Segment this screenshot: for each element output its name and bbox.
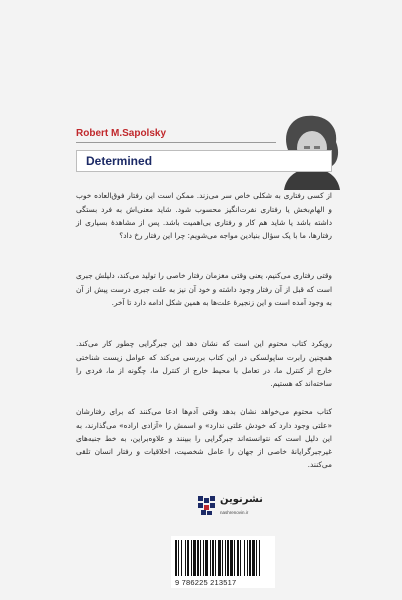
publisher-name: نشرنوین: [220, 494, 263, 505]
blurb-paragraph: رویکرد کتاب محتوم این است که نشان دهد این جبرگرایی چطور کار می‌کند. همچنین رابرت ساپولسکی در این کتاب بررسی می‌کند که عوامل زیست شناختی خارج از کنترل ما، در تعامل با محیط خارج از کنترل ما، چگونه از ما، فردی را ساخته‌اند که هستیم.: [76, 339, 332, 388]
isbn-number: 9 786225 213517: [175, 578, 237, 587]
book-title-box: [76, 150, 332, 172]
publisher-logo: [198, 488, 270, 524]
divider: [76, 142, 276, 143]
blurb-paragraph: از کسی رفتاری به شکلی خاص سر می‌زند. ممکن است این رفتار فوق‌العاده خوب و الهام‌بخش یا رفتاری نفرت‌انگیز محسوب شود. شاید معنی‌اش به فرد بستگی داشته باشد یا شاید هم کار و رفتاری بی‌اهمیت باشد. پس از مشاهدهٔ بسیاری از رفتارها، ما با یک سؤال بنیادین مواجه می‌شویم: چرا این رفتار رخ داد؟: [76, 191, 332, 240]
book-title: Determined: [86, 154, 153, 168]
author-name: Robert M.Sapolsky: [76, 128, 167, 139]
blurb-paragraph: وقتی رفتاری می‌کنیم، یعنی وقتی مغزمان رفتار خاصی را تولید می‌کند، دلیلش جبری است که قبل از آن رفتار وجود داشته و خود آن نیز به علت جبری درست پیش از آن به وجود آمده است و این زنجیرهٔ علت‌ها به همین شکل ادامه دارد تا آخر.: [76, 271, 332, 307]
publisher-icon: [198, 496, 216, 516]
blurb-paragraph: کتاب محتوم می‌خواهد نشان بدهد وقتی آدم‌ها ادعا می‌کنند که برای رفتارشان «علتی وجود دارد که خودش علتی ندارد» و اسمش را «آزادی اراده» می‌گذارند، به این دلیل است که نتوانسته‌اند جبرگرایی را ببینند و علاوه‌براین، به خط جنبه‌های غیرجبرگرایانهٔ خاصی از جهان را عامل شخصیت، اخلاقیات و رفتار انسان تلقی می‌کنند.: [76, 407, 332, 470]
publisher-website: nashrenovin.ir: [220, 510, 249, 515]
